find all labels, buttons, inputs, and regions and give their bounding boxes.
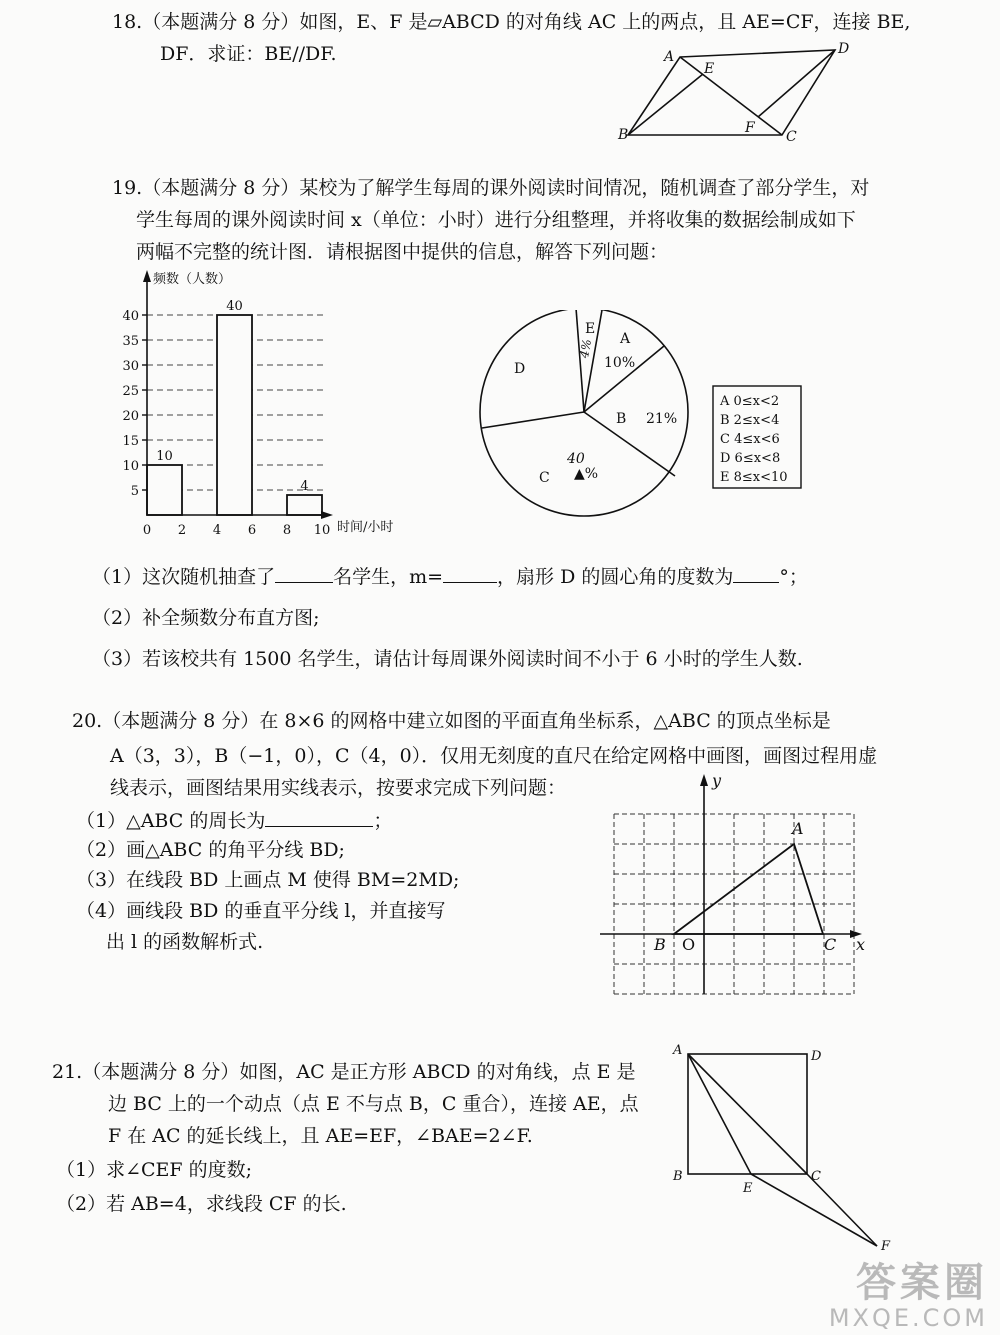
histogram-bar — [287, 495, 322, 515]
q18-line1: 18.（本题满分 8 分）如图，E、F 是▱ABCD 的对角线 AC 上的两点，且 AE=CF，连接 BE, — [112, 11, 911, 33]
q18-label-d: D — [838, 41, 850, 57]
answer-blank[interactable] — [733, 562, 779, 583]
grid-label-o: O — [682, 935, 696, 954]
pie-legend-item: E 8≤x<10 — [720, 470, 788, 485]
q21-square-figure — [665, 1038, 905, 1268]
q18-label-f: F — [745, 120, 755, 136]
pie-chart — [470, 310, 810, 525]
histogram-bar-label: 10 — [156, 449, 173, 464]
watermark — [829, 1261, 988, 1331]
answer-blank[interactable] — [265, 806, 373, 827]
answer-blank[interactable] — [275, 562, 333, 583]
q20-part4: （4）画线段 BD 的垂直平分线 l，并直接写 — [76, 900, 446, 922]
q21-line1: 21.（本题满分 8 分）如图，AC 是正方形 ABCD 的对角线，点 E 是 — [52, 1061, 636, 1083]
q18-parallelogram-figure — [600, 35, 870, 150]
grid-label-x: x — [856, 935, 866, 954]
q19-line3: 两幅不完整的统计图．请根据图中提供的信息，解答下列问题： — [136, 241, 669, 263]
pie-label-c: C — [539, 470, 550, 486]
pie-legend-item: A 0≤x<2 — [720, 394, 780, 409]
q20-line3: 线表示，画图结果用实线表示，按要求完成下列问题： — [110, 777, 567, 799]
histogram-bar-label: 40 — [226, 299, 243, 314]
q19-line1: 19.（本题满分 8 分）某校为了解学生每周的课外阅读时间情况，随机调查了部分学生，对 — [112, 177, 870, 199]
grid-label-y: y — [712, 772, 722, 790]
q19-line2: 学生每周的课外阅读时间 x（单位：小时）进行分组整理，并将收集的数据绘制成如下 — [136, 209, 856, 231]
pie-handwritten-e: 4% — [577, 337, 595, 360]
q19-part3: （3）若该校共有 1500 名学生，请估计每周课外阅读时间不小于 6 小时的学生人数. — [92, 648, 803, 670]
histogram-y-tick-label: 5 — [130, 484, 139, 499]
q20-part2: （2）画△ABC 的角平分线 BD; — [76, 839, 345, 861]
q19-part1-a: （1）这次随机抽查了 — [92, 566, 276, 588]
q19-part1 — [92, 562, 808, 591]
grid-label-a: A — [792, 819, 804, 838]
histogram-y-tick-label: 35 — [122, 334, 139, 349]
q21-label-d: D — [811, 1049, 822, 1064]
pie-legend-item: C 4≤x<6 — [720, 432, 780, 447]
q20-part1-a: （1）△ABC 的周长为 — [76, 810, 266, 832]
q21-label-e: E — [743, 1181, 753, 1196]
pie-label-b: B — [616, 411, 627, 427]
histogram-chart — [105, 262, 425, 537]
q18-label-c: C — [786, 129, 797, 145]
q18-line2: DF．求证：BE//DF. — [160, 43, 337, 65]
histogram-y-title: 频数（人数） — [153, 272, 232, 287]
histogram-x-tick-label: 8 — [282, 523, 292, 537]
q21-line2: 边 BC 上的一个动点（点 E 不与点 B，C 重合），连接 AE，点 — [108, 1093, 639, 1115]
q21-label-f: F — [881, 1239, 891, 1254]
q20-line2: A（3，3），B（−1，0），C（4，0）．仅用无刻度的直尺在给定网格中画图，画图过程用虚 — [110, 745, 878, 767]
histogram-x-tick-label: 0 — [142, 523, 152, 537]
pie-handwritten-c: 40 — [567, 451, 585, 467]
pie-label-d: D — [514, 361, 526, 377]
q19-part1-d: °； — [779, 566, 808, 588]
pie-legend-item: B 2≤x<4 — [720, 413, 780, 428]
q20-line1: 20.（本题满分 8 分）在 8×6 的网格中建立如图的平面直角坐标系，△ABC 的顶点坐标是 — [72, 710, 831, 732]
q19-part1-c: ，扇形 D 的圆心角的度数为 — [497, 566, 734, 588]
histogram-y-tick-label: 40 — [122, 309, 139, 324]
histogram-x-tick-label: 4 — [212, 523, 222, 537]
watermark-url: MXQE.COM — [828, 1304, 988, 1332]
pie-label-e: E — [585, 321, 596, 337]
histogram-bar-label: 4 — [300, 479, 309, 494]
q21-line3: F 在 AC 的延长线上，且 AE=EF，∠BAE=2∠F. — [108, 1125, 533, 1147]
q19-part1-b: 名学生，m= — [333, 566, 444, 588]
pie-value-a: 10% — [604, 355, 636, 371]
pie-value-c: ▲% — [574, 466, 599, 482]
pie-label-a: A — [620, 331, 631, 347]
histogram-bar — [217, 315, 252, 515]
q20-part1-b: ； — [373, 810, 393, 832]
grid-label-c: C — [824, 935, 837, 954]
watermark-logo: 答案圈 — [856, 1259, 988, 1306]
histogram-y-tick-label: 10 — [122, 459, 139, 474]
histogram-y-tick-label: 30 — [122, 359, 139, 374]
q20-part5: 出 l 的函数解析式. — [106, 931, 264, 953]
q21-part2: （2）若 AB=4，求线段 CF 的长. — [56, 1193, 347, 1215]
histogram-x-tick-label: 6 — [247, 523, 257, 537]
q18-label-a: A — [664, 49, 675, 65]
histogram-y-tick-label: 15 — [122, 434, 139, 449]
q21-label-c: C — [811, 1169, 821, 1184]
pie-legend-item: D 6≤x<8 — [720, 451, 781, 466]
q18-label-e: E — [704, 61, 715, 77]
coordinate-grid-figure — [600, 772, 870, 997]
histogram-x-tick-label: 10 — [313, 523, 331, 537]
histogram-y-tick-label: 20 — [122, 409, 139, 424]
histogram-bar — [147, 465, 182, 515]
grid-label-b: B — [654, 935, 666, 954]
histogram-x-tick-label: 2 — [177, 523, 187, 537]
histogram-y-tick-label: 25 — [122, 384, 139, 399]
q20-part3: （3）在线段 BD 上画点 M 使得 BM=2MD; — [76, 869, 460, 891]
q21-label-a: A — [673, 1043, 683, 1058]
q19-part2: （2）补全频数分布直方图; — [92, 607, 320, 629]
pie-value-b: 21% — [646, 411, 678, 427]
answer-blank[interactable] — [443, 562, 497, 583]
q21-part1: （1）求∠CEF 的度数; — [56, 1159, 253, 1181]
q20-part1 — [76, 806, 392, 835]
q21-label-b: B — [673, 1169, 683, 1184]
histogram-x-title: 时间/小时 — [337, 520, 394, 535]
q18-label-b: B — [618, 127, 629, 143]
